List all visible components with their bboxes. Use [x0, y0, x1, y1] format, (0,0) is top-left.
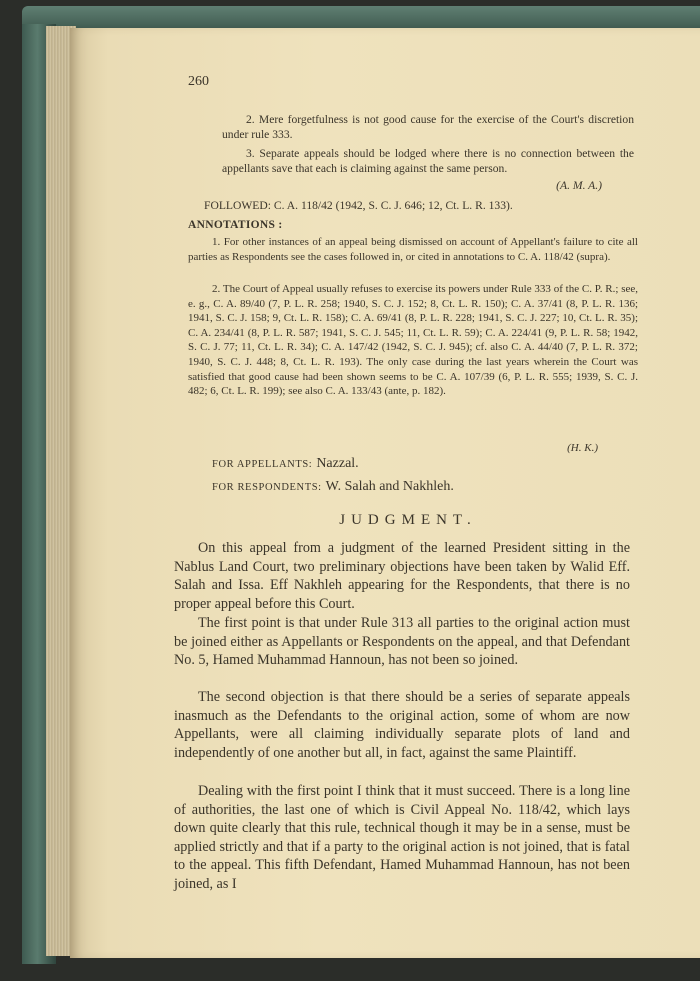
book-page [70, 28, 700, 958]
annotations-heading: ANNOTATIONS : [188, 219, 283, 231]
page-number: 260 [188, 74, 209, 89]
counsel-appellants [212, 454, 359, 472]
headnote-initials: (A. M. A.) [556, 179, 602, 192]
judgment-heading: JUDGMENT. [339, 512, 477, 528]
judgment-paragraph-1: On this appeal from a judgment of the learned President sitting in the Nablus Land Court, two preliminary objections have been taken by Walid Eff. Salah and Issa. Eff Nakhleh appearing for the Respondents, that there is no proper appeal before this Court. [174, 540, 630, 612]
headnote-3: 3. Separate appeals should be lodged where there is no connection between the appellants save that each is claiming against the same person. [222, 147, 634, 175]
appellants-label: FOR APPELLANTS: [212, 459, 313, 470]
judgment-paragraph-4: Dealing with the first point I think that it must succeed. There is a long line of authorities, the last one of which is Civil Appeal No. 118/42, which lays down quite clearly that this rule, technical though it may be in a sense, must be applied strictly and that if a party to the original action is not joined, that is fatal to the appeal. This fifth Defendant, Hamed Muhammad Hannoun, has not been joined, as I [174, 783, 630, 892]
followed-line [204, 198, 644, 213]
respondents-label: FOR RESPONDENTS: [212, 482, 322, 493]
annotation-initials: (H. K.) [567, 442, 598, 454]
appellants-name: Nazzal. [316, 456, 359, 471]
annotation-2: 2. The Court of Appeal usually refuses to exercise its powers under Rule 333 of the C. P. R.; see, e. g., C. A. 89/40 (7, P. L. R. 258; 1940, S. C. J. 152; 8, Ct. L. R. 150); C. A. 37/41 (8, P. L. R. 136; 1941, S. C. J. 158; 9, Ct. L. R. 158); C. A. 69/41 (8, P. L. R. 228; 1941, S. C. J. 227; 10, Ct. L. R. 35); C. A. 234/41 (8, P. L. R. 587; 1941, S. C. J. 545; 11, Ct. L. R. 59); C. A. 224/41 (9, P. L. R. 58; 1942, S. C. J. 77; 11, Ct. L. R. 34); C. A. 147/42 (1942, S. C. J. 945); cf. also C. A. 44/40 (7, P. L. R. 372; 1940, S. C. J. 448; 8, Ct. L. R. 193). The only case during the last years wherein the Court was satisfied that good cause had been shown seems to be C. A. 107/39 (6, P. L. R. 555; 1939, S. C. J. 482; 6, Ct. L. R. 199); see also C. A. 133/43 (ante, p. 182). [188, 283, 638, 398]
headnote-2: 2. Mere forgetfulness is not good cause for the exercise of the Court's discretion under rule 333. [222, 113, 634, 141]
counsel-respondents [212, 477, 454, 495]
respondents-name: W. Salah and Nakhleh. [325, 479, 454, 494]
followed-label: FOLLOWED: [204, 199, 271, 212]
judgment-paragraph-3: The second objection is that there should be a series of separate appeals inasmuch as the Defendants to the original action, some of whom are now Appellants, were all claiming individually separate plots of land and independently of one another but all, in fact, against the same Plaintiff. [174, 689, 630, 761]
judgment-paragraph-2: The first point is that under Rule 313 all parties to the original action must be joined either as Appellants or Respondents on the appeal, and that Defendant No. 5, Hamed Muhammad Hannoun, has not been so joined. [174, 615, 630, 668]
annotation-1: 1. For other instances of an appeal being dismissed on account of Appellant's failure to cite all parties as Respondents see the cases followed in, or cited in annotations to C. A. 118/42 (supra). [188, 236, 638, 263]
followed-text: C. A. 118/42 (1942, S. C. J. 646; 12, Ct. L. R. 133). [273, 199, 513, 212]
